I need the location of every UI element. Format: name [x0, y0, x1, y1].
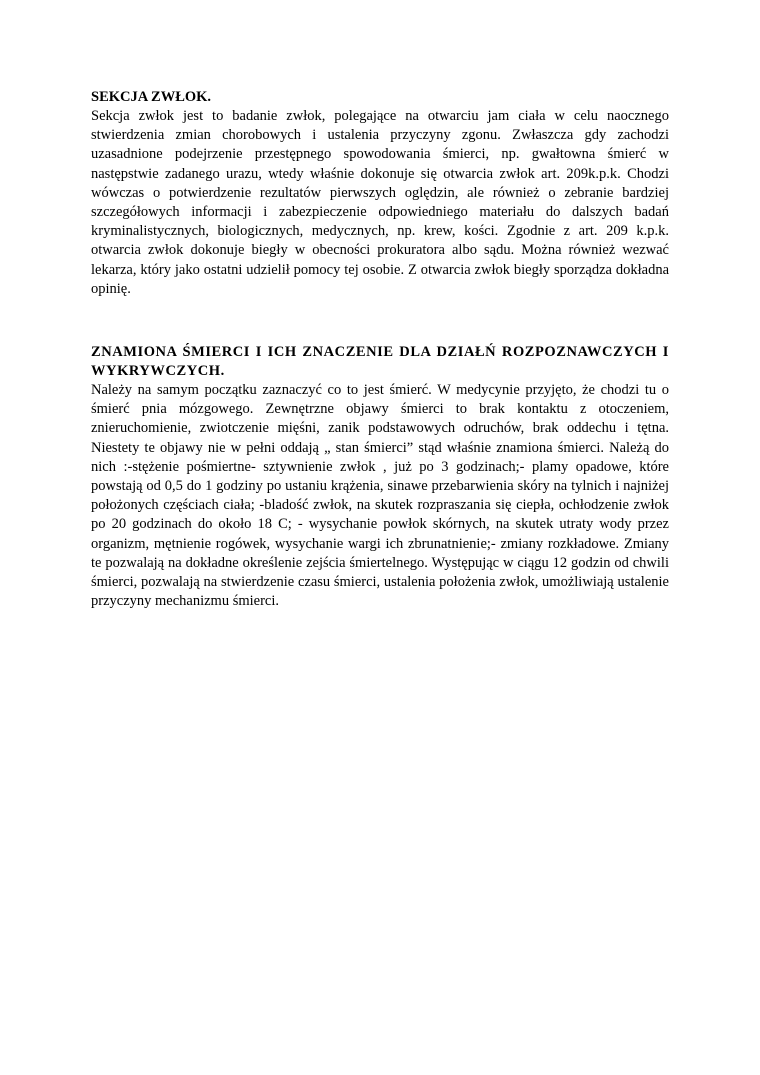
section-body: Należy na samym początku zaznaczyć co to jest śmierć. W medycynie przyjęto, że chodzi tu o śmierć pnia mózgowego. Zewnętrzne objawy śmierci to brak kontaktu z otoczeniem, znieruchomienie, zwiotczenie mięśni, zanik podstawowych odruchów, brak oddechu i tętna. Niestety te objawy nie w pełni oddają „ stan śmierci” stąd właśnie znamiona śmierci. Należą do nich :-stężenie pośmiertne- sztywnienie zwłok , już po 3 godzinach;- plamy opadowe, które powstają od 0,5 do 1 godziny po ustaniu krążenia, sinawe przebarwienia skóry na tylnich i najniżej położonych częściach ciała; -bladość zwłok, na skutek rozpraszania się ciepła, ochłodzenie zwłok po 20 godzinach do około 18 C; - wysychanie powłok skórnych, na skutek utraty wody przez organizm, mętnienie rogówek, wysychanie wargi ich zbrunatnienie;- zmiany rozkładowe. Zmiany te pozwalają na dokładne określenie zejścia śmiertelnego. Występując w ciągu 12 godzin od chwili śmierci, pozwalają na stwierdzenie czasu śmierci, ustalenia położenia zwłok, umożliwiają ustalenie przyczyny mechanizmu śmierci.: [91, 382, 669, 610]
document-page: [91, 88, 669, 611]
section-heading: ZNAMIONA ŚMIERCI I ICH ZNACZENIE DLA DZIAŁŃ ROZPOZNAWCZYCH I WYKRYWCZYCH.: [91, 344, 669, 380]
section-body: Sekcja zwłok jest to badanie zwłok, polegające na otwarciu jam ciała w celu naocznego stwierdzenia zmian chorobowych i ustalenia przyczyny zgonu. Zwłaszcza gdy zachodzi uzasadnione podejrzenie przestępnego spowodowania śmierci, np. gwałtowna śmierć w następstwie zadanego urazu, wtedy właśnie dokonuje się otwarcia zwłok art. 209k.p.k. Chodzi wówczas o potwierdzenie rezultatów pierwszych oględzin, ale również o zebranie bardziej szczegółowych informacji i zabezpieczenie odpowiedniego materiału do dalszych badań kryminalistycznych, biologicznych, medycznych, np. krew, kości. Zgodnie z art. 209 k.p.k. otwarcia zwłok dokonuje biegły w obecności prokuratora albo sądu. Można również wezwać lekarza, który jako ostatni udzielił pomocy tej osobie. Z otwarcia zwłok biegły sporządza dokładna opinię.: [91, 108, 669, 297]
section-spacer: [91, 299, 669, 343]
section-sekcja-zwlok: [91, 88, 669, 299]
section-znamiona-smierci: [91, 343, 669, 611]
section-heading: SEKCJA ZWŁOK.: [91, 89, 212, 105]
